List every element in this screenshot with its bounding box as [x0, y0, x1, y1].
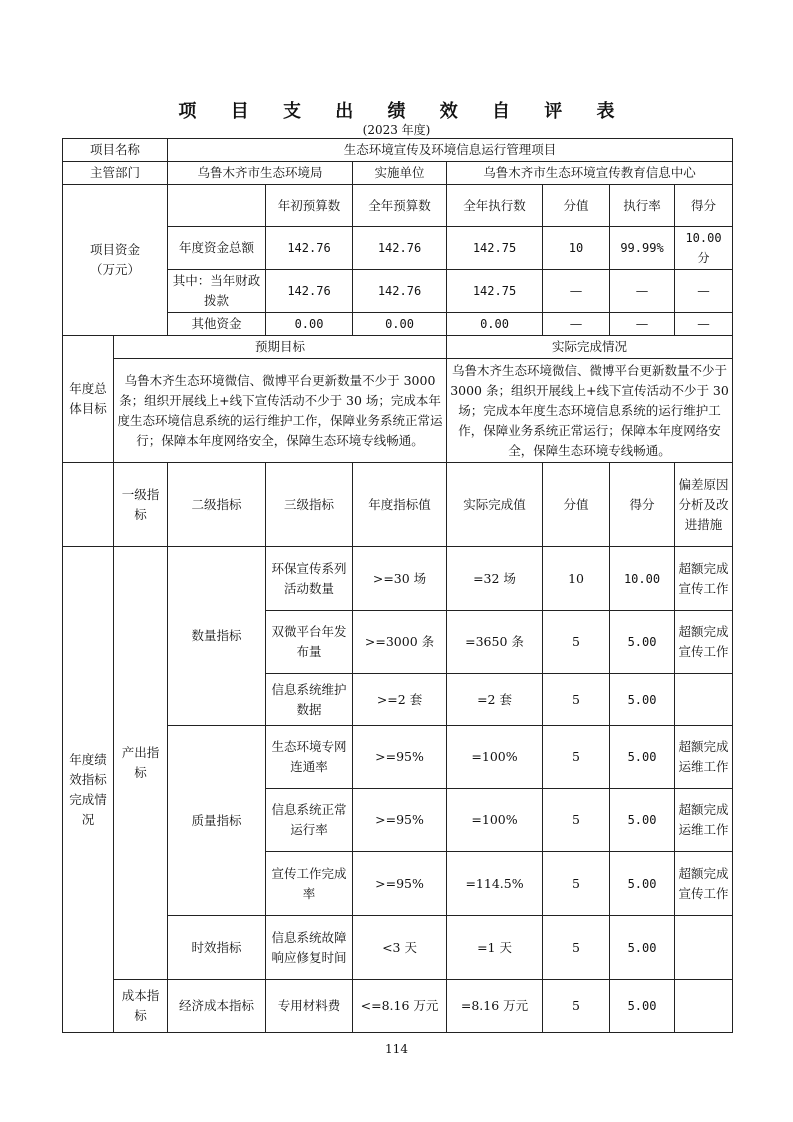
- perf-header-row: [63, 463, 733, 547]
- funds-row-label: 年度资金总额: [168, 227, 266, 270]
- perf-header: 实际完成值: [447, 463, 543, 547]
- goals-expected-text: 乌鲁木齐生态环境微信、微博平台更新数量不少于 3000 条；组织开展线上+线下宣传活动不少于 30 场；完成本年度生态环境信息系统的运行维护工作，保障业务系统正常运行；保障本年度网络安全，保障生态环境专线畅通。: [114, 359, 447, 463]
- page-title: 项 目 支 出 绩 效 自 评 表: [178, 101, 629, 122]
- perf-level2: 质量指标: [168, 726, 266, 916]
- funds-cell: 0.00: [266, 313, 353, 336]
- perf-got: 5.00: [610, 611, 675, 674]
- perf-level3: 环保宣传系列活动数量: [266, 547, 353, 611]
- goals-text-row: [63, 359, 733, 463]
- perf-level3: 信息系统故障响应修复时间: [266, 916, 353, 980]
- perf-row: [63, 980, 733, 1033]
- perf-note: [675, 980, 733, 1033]
- impl-label: 实施单位: [353, 162, 447, 185]
- dept-label: 主管部门: [63, 162, 168, 185]
- perf-level2: 经济成本指标: [168, 980, 266, 1033]
- perf-got: 5.00: [610, 916, 675, 980]
- perf-actual: =100%: [447, 726, 543, 789]
- funds-header-blank: [168, 185, 266, 227]
- perf-level3: 生态环境专网连通率: [266, 726, 353, 789]
- funds-cell: —: [543, 313, 610, 336]
- perf-level3: 双微平台年发布量: [266, 611, 353, 674]
- perf-label: 年度绩效指标完成情况: [63, 547, 114, 1033]
- perf-header: 二级指标: [168, 463, 266, 547]
- funds-cell: 10: [543, 227, 610, 270]
- perf-score: 5: [543, 916, 610, 980]
- funds-cell: 142.75: [447, 227, 543, 270]
- perf-note: 超额完成宣传工作: [675, 611, 733, 674]
- funds-cell: 0.00: [353, 313, 447, 336]
- funds-cell: —: [675, 313, 733, 336]
- perf-header: 年度指标值: [353, 463, 447, 547]
- perf-header: 一级指标: [114, 463, 168, 547]
- perf-actual: =32 场: [447, 547, 543, 611]
- perf-level3: 信息系统正常运行率: [266, 789, 353, 852]
- perf-got: 10.00: [610, 547, 675, 611]
- perf-header: 分值: [543, 463, 610, 547]
- perf-level3: 宣传工作完成率: [266, 852, 353, 916]
- funds-header: 分值: [543, 185, 610, 227]
- funds-row-label: 其他资金: [168, 313, 266, 336]
- perf-got: 5.00: [610, 789, 675, 852]
- perf-score: 5: [543, 980, 610, 1033]
- perf-header: 得分: [610, 463, 675, 547]
- project-name-row: [63, 139, 733, 162]
- funds-cell: 142.76: [353, 270, 447, 313]
- perf-score: 10: [543, 547, 610, 611]
- perf-target: >=30 场: [353, 547, 447, 611]
- perf-target: >=95%: [353, 852, 447, 916]
- funds-cell: —: [543, 270, 610, 313]
- perf-actual: =1 天: [447, 916, 543, 980]
- dept-row: [63, 162, 733, 185]
- project-name-value: 生态环境宣传及环境信息运行管理项目: [168, 139, 733, 162]
- perf-score: 5: [543, 726, 610, 789]
- perf-note: 超额完成宣传工作: [675, 547, 733, 611]
- perf-target: <=8.16 万元: [353, 980, 447, 1033]
- perf-note: [675, 674, 733, 726]
- perf-got: 5.00: [610, 674, 675, 726]
- dept-value: 乌鲁木齐市生态环境局: [168, 162, 353, 185]
- funds-cell: 0.00: [447, 313, 543, 336]
- perf-level1: 成本指标: [114, 980, 168, 1033]
- perf-got: 5.00: [610, 726, 675, 789]
- perf-target: <3 天: [353, 916, 447, 980]
- perf-score: 5: [543, 789, 610, 852]
- funds-header: 得分: [675, 185, 733, 227]
- project-name-label: 项目名称: [63, 139, 168, 162]
- page-subtitle: (2023 年度): [362, 123, 431, 137]
- perf-got: 5.00: [610, 852, 675, 916]
- funds-row-label: 其中：当年财政拨款: [168, 270, 266, 313]
- funds-header: 全年执行数: [447, 185, 543, 227]
- funds-cell: 142.75: [447, 270, 543, 313]
- funds-cell: 142.76: [266, 227, 353, 270]
- perf-target: >=2 套: [353, 674, 447, 726]
- perf-level2: 时效指标: [168, 916, 266, 980]
- perf-score: 5: [543, 611, 610, 674]
- perf-actual: =114.5%: [447, 852, 543, 916]
- perf-note: [675, 916, 733, 980]
- perf-actual: =100%: [447, 789, 543, 852]
- goals-header-row: [63, 336, 733, 359]
- funds-header: 执行率: [610, 185, 675, 227]
- perf-target: >=3000 条: [353, 611, 447, 674]
- funds-cell: —: [610, 313, 675, 336]
- perf-actual: =2 套: [447, 674, 543, 726]
- funds-header-row: [63, 185, 733, 227]
- perf-actual: =8.16 万元: [447, 980, 543, 1033]
- goals-label: 年度总体目标: [63, 336, 114, 463]
- funds-cell: 10.00 分: [675, 227, 733, 270]
- perf-actual: =3650 条: [447, 611, 543, 674]
- page-number: 114: [385, 1042, 408, 1056]
- funds-cell: —: [675, 270, 733, 313]
- funds-header: 全年预算数: [353, 185, 447, 227]
- perf-note: 超额完成宣传工作: [675, 852, 733, 916]
- perf-score: 5: [543, 852, 610, 916]
- goals-actual-label: 实际完成情况: [447, 336, 733, 359]
- perf-note: 超额完成运维工作: [675, 789, 733, 852]
- perf-got: 5.00: [610, 980, 675, 1033]
- perf-level3: 专用材料费: [266, 980, 353, 1033]
- goals-actual-text: 乌鲁木齐生态环境微信、微博平台更新数量不少于 3000 条；组织开展线上+线下宣传活动不少于 30 场；完成本年度生态环境信息系统的运行维护工作，保障业务系统正常运行；保障本年度网络安全，保障生态环境专线畅通。: [447, 359, 733, 463]
- perf-level3: 信息系统维护数据: [266, 674, 353, 726]
- funds-header: 年初预算数: [266, 185, 353, 227]
- perf-note: 超额完成运维工作: [675, 726, 733, 789]
- perf-row: [63, 547, 733, 611]
- funds-cell: —: [610, 270, 675, 313]
- funds-cell: 142.76: [266, 270, 353, 313]
- perf-target: >=95%: [353, 789, 447, 852]
- funds-label: 项目资金 （万元）: [63, 185, 168, 336]
- impl-value: 乌鲁木齐市生态环境宣传教育信息中心: [447, 162, 733, 185]
- funds-cell: 142.76: [353, 227, 447, 270]
- funds-cell: 99.99%: [610, 227, 675, 270]
- perf-header: 偏差原因分析及改进措施: [675, 463, 733, 547]
- self-evaluation-table: [62, 138, 733, 1033]
- goals-expected-label: 预期目标: [114, 336, 447, 359]
- perf-level2: 数量指标: [168, 547, 266, 726]
- perf-target: >=95%: [353, 726, 447, 789]
- perf-score: 5: [543, 674, 610, 726]
- perf-header: 三级指标: [266, 463, 353, 547]
- perf-level1: 产出指标: [114, 547, 168, 980]
- perf-header-blank: [63, 463, 114, 547]
